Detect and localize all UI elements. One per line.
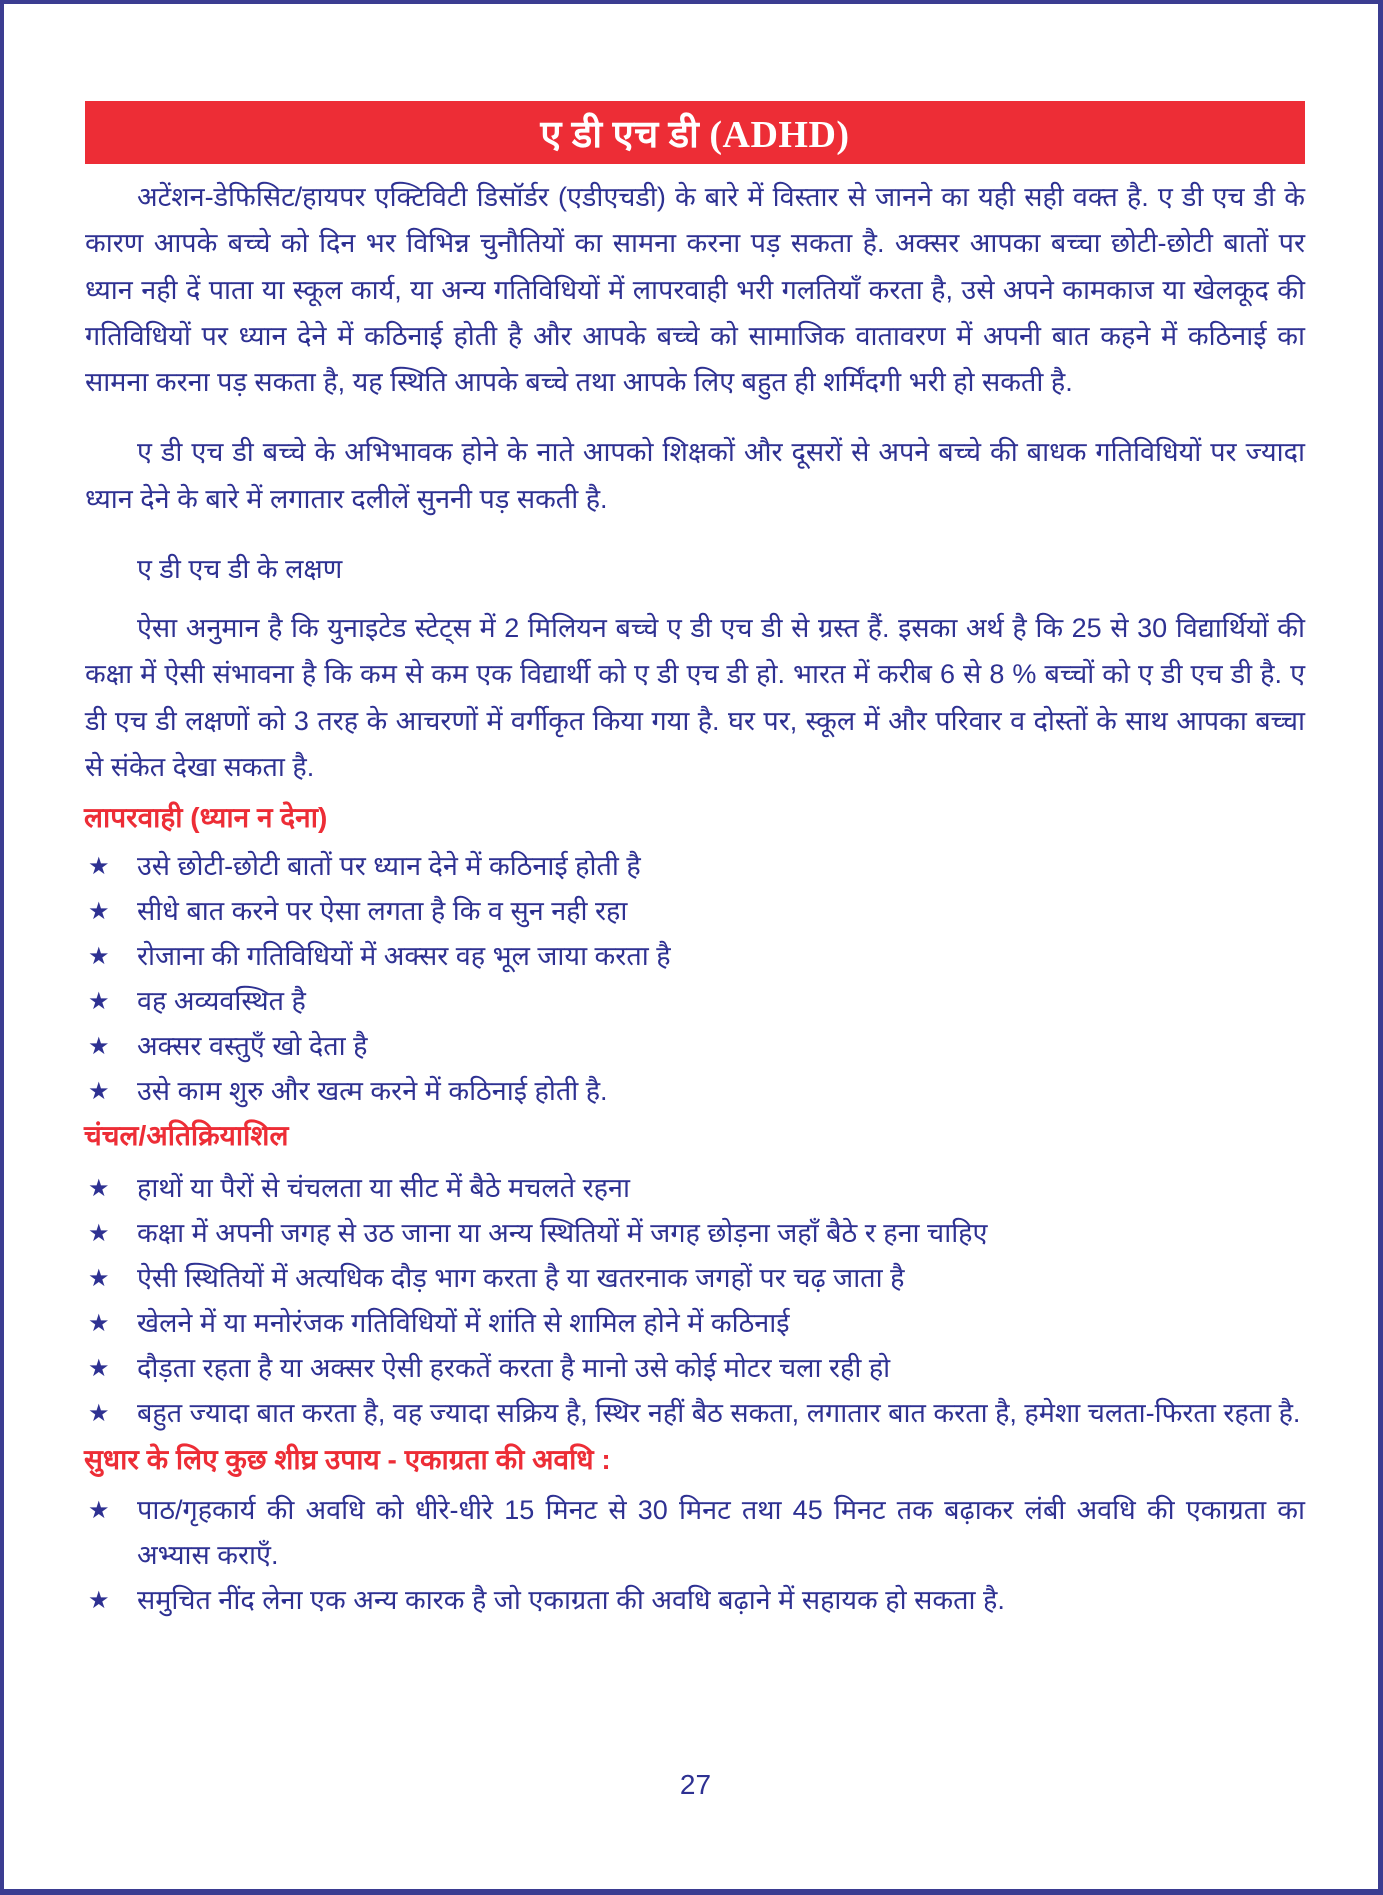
list-item-text: वह अव्यवस्थित है [137, 986, 306, 1017]
list-item [85, 1256, 1305, 1301]
star-bullet-icon: ★ [88, 1265, 110, 1293]
list-item [85, 1301, 1305, 1346]
star-bullet-icon: ★ [88, 1220, 110, 1248]
section-heading-inattention: लापरवाही (ध्यान न देना) [84, 802, 328, 834]
star-bullet-icon: ★ [88, 1175, 110, 1203]
list-item-text: बहुत ज्यादा बात करता है, वह ज्यादा सक्रिय है, स्थिर नहीं बैठ सकता, लगातार बात करता है, हमेशा चलता-फिरता रहता है. [137, 1398, 1301, 1429]
title-bar [85, 101, 1305, 164]
list-item [85, 934, 1305, 979]
quick-remedies-list [85, 1488, 1305, 1623]
page-title: ए डी एच डी (ADHD) [540, 113, 850, 156]
star-bullet-icon: ★ [88, 1078, 110, 1106]
page-number: 27 [679, 1769, 712, 1800]
list-item-text: पाठ/गृहकार्य की अवधि को धीरे-धीरे 15 मिनट से 30 मिनट तथा 45 मिनट तक बढ़ाकर लंबी अवधि की एकाग्रता का अभ्यास कराएँ. [137, 1495, 1305, 1571]
star-bullet-icon: ★ [88, 1355, 110, 1383]
star-bullet-icon: ★ [88, 988, 110, 1016]
star-bullet-icon: ★ [88, 853, 110, 881]
star-bullet-icon: ★ [88, 1497, 110, 1525]
hyperactivity-list [85, 1166, 1305, 1436]
list-item-text: दौड़ता रहता है या अक्सर ऐसी हरकतें करता है मानो उसे कोई मोटर चला रही हो [137, 1353, 891, 1384]
list-item-text: हाथों या पैरों से चंचलता या सीट में बैठे मचलते रहना [137, 1173, 630, 1204]
star-bullet-icon: ★ [88, 943, 110, 971]
star-bullet-icon: ★ [88, 1033, 110, 1061]
list-item [85, 1024, 1305, 1069]
intro-paragraph-2: ए डी एच डी बच्चे के अभिभावक होने के नाते आपको शिक्षकों और दूसरों से अपने बच्चे की बाधक गतिविधियों पर ज्यादा ध्यान देने के बारे में लगातार दलीलें सुननी पड़ सकती है. [85, 437, 1305, 514]
section-heading-quick-remedies: सुधार के लिए कुछ शीघ्र उपाय - एकाग्रता की अवधि : [84, 1444, 611, 1476]
list-item [85, 1391, 1305, 1436]
section-inattention [85, 796, 1305, 1114]
list-item [85, 1069, 1305, 1114]
list-item [85, 1211, 1305, 1256]
inattention-list [85, 844, 1305, 1114]
symptoms-paragraph: ऐसा अनुमान है कि युनाइटेड स्टेट्स में 2 मिलियन बच्चे ए डी एच डी से ग्रस्त हैं. इसका अर्थ है कि 25 से 30 विद्यार्थियों की कक्षा में ऐसी संभावना है कि कम से कम एक विद्यार्थी को ए डी एच डी हो. भारत में करीब 6 से 8 % बच्चों को ए डी एच डी है. ए डी एच डी लक्षणों को 3 तरह के आचरणों में वर्गीकृत किया गया है. घर पर, स्कूल में और परिवार व दोस्तों के साथ आपका बच्चा से संकेत देखा सकता है. [85, 613, 1305, 782]
intro-paragraph-1: अटेंशन-डेफिसिट/हायपर एक्टिविटी डिसॉर्डर (एडीएचडी) के बारे में विस्तार से जानने का यही सही वक्त है. ए डी एच डी के कारण आपके बच्चे को दिन भर विभिन्न चुनौतियों का सामना करना पड़ सकता है. अक्सर आपका बच्चा छोटी-छोटी बातों पर ध्यान नही दें पाता या स्कूल कार्य, या अन्य गतिविधियों में लापरवाही भरी गलतियाँ करता है, उसे अपने कामकाज या खेलकूद की गतिविधियों पर ध्यान देने में कठिनाई होती है और आपके बच्चे को सामाजिक वातावरण में अपनी बात कहने में कठिनाई का सामना करना पड़ सकता है, यह स्थिति आपके बच्चे तथा आपके लिए बहुत ही शर्मिंदगी भरी हो सकती है. [85, 182, 1305, 398]
list-item [85, 979, 1305, 1024]
list-item-text: अक्सर वस्तुएँ खो देता है [137, 1031, 368, 1062]
star-bullet-icon: ★ [88, 1587, 110, 1615]
star-bullet-icon: ★ [88, 1310, 110, 1338]
list-item [85, 844, 1305, 889]
list-item-text: ऐसी स्थितियों में अत्यधिक दौड़ भाग करता है या खतरनाक जगहों पर चढ़ जाता है [137, 1263, 905, 1294]
list-item-text: उसे काम शुरु और खत्म करने में कठिनाई होती है. [137, 1076, 608, 1107]
list-item-text: रोजाना की गतिविधियों में अक्सर वह भूल जाया करता है [137, 941, 671, 972]
list-item [85, 1578, 1305, 1623]
symptoms-heading: ए डी एच डी के लक्षण [137, 554, 343, 585]
list-item [85, 1346, 1305, 1391]
star-bullet-icon: ★ [88, 1400, 110, 1428]
section-quick-remedies [85, 1438, 1305, 1623]
list-item-text: कक्षा में अपनी जगह से उठ जाना या अन्य स्थितियों में जगह छोड़ना जहाँ बैठे र हना चाहिए [137, 1218, 988, 1249]
list-item [85, 1166, 1305, 1211]
section-heading-hyperactivity: चंचल/अतिक्रियाशिल [84, 1120, 289, 1152]
content [85, 174, 1305, 1623]
list-item [85, 1488, 1305, 1578]
list-item-text: खेलने में या मनोरंजक गतिविधियों में शांति से शामिल होने में कठिनाई [137, 1308, 790, 1339]
star-bullet-icon: ★ [88, 898, 110, 926]
section-hyperactivity [85, 1114, 1305, 1436]
list-item-text: सीधे बात करने पर ऐसा लगता है कि व सुन नही रहा [137, 896, 628, 927]
list-item [85, 889, 1305, 934]
list-item-text: उसे छोटी-छोटी बातों पर ध्यान देने में कठिनाई होती है [137, 851, 641, 882]
list-item-text: समुचित नींद लेना एक अन्य कारक है जो एकाग्रता की अवधि बढ़ाने में सहायक हो सकता है. [137, 1585, 1005, 1616]
